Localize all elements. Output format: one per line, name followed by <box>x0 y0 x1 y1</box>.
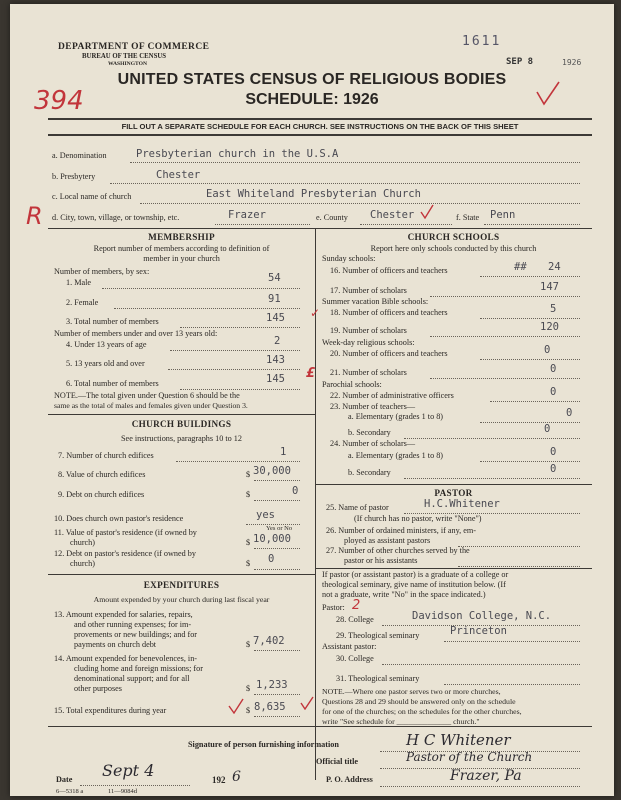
q5-line <box>168 369 300 370</box>
q31-label: 31. Theological seminary <box>336 674 420 683</box>
q29-value[interactable]: Princeton <box>450 625 507 637</box>
city-label: WASHINGTON <box>108 61 148 67</box>
q24b-line <box>404 478 580 479</box>
q23a-line <box>480 422 580 423</box>
q3-label: 3. Total number of members <box>66 317 159 326</box>
q3-line <box>180 327 300 328</box>
q16-prefix: ## <box>514 261 527 273</box>
membership-note-1: NOTE.—The total given under Question 6 should be the <box>54 391 240 400</box>
q11-label-2: church) <box>70 538 96 547</box>
q8-line <box>254 480 300 481</box>
q26-line-1: 26. Number of ordained ministers, if any, em- <box>326 526 476 535</box>
red-initial-mark: R <box>26 202 43 230</box>
q24a-value[interactable]: 0 <box>550 446 557 458</box>
q18-value[interactable]: 5 <box>550 303 557 315</box>
q12-label-2: church) <box>70 559 96 568</box>
q16-value[interactable]: 24 <box>548 261 561 273</box>
summer-schools-label: Summer vacation Bible schools: <box>322 297 429 306</box>
state-value[interactable]: Penn <box>490 209 516 221</box>
q13-line <box>254 650 300 651</box>
q21-value[interactable]: 0 <box>550 363 557 375</box>
presbytery-value[interactable]: Chester <box>156 169 201 181</box>
q19-label: 19. Number of scholars <box>330 326 407 335</box>
q6-value[interactable]: 145 <box>266 373 285 385</box>
q2-value[interactable]: 91 <box>268 293 281 305</box>
q7-label: 7. Number of church edifices <box>58 451 154 460</box>
q9-dollar: $ <box>246 490 251 499</box>
q4-line <box>170 350 300 351</box>
q13-dollar: $ <box>246 640 251 649</box>
county-value[interactable]: Chester <box>370 209 415 221</box>
q8-dollar: $ <box>246 470 251 479</box>
q21-label: 21. Number of scholars <box>330 368 407 377</box>
census-form-page <box>10 4 614 796</box>
q17-label: 17. Number of scholars <box>330 286 407 295</box>
q16-label: 16. Number of officers and teachers <box>330 266 448 275</box>
official-title-label: Official title <box>316 757 359 766</box>
q4-value[interactable]: 2 <box>274 335 281 347</box>
q23-label: 23. Number of teachers— <box>330 402 416 411</box>
form-code-2: 11—9084d <box>108 788 138 795</box>
q25-value[interactable]: H.C.Whitener <box>424 498 500 510</box>
q7-line <box>176 461 300 462</box>
date-label: Date <box>56 775 73 784</box>
q11-label-1: 11. Value of pastor's residence (if owned by <box>54 528 197 537</box>
q14-value[interactable]: 1,233 <box>256 679 288 691</box>
pastor-note-3: for one of the churches; on the schedules for the other churches, <box>322 707 522 716</box>
form-instruction: FILL OUT A SEPARATE SCHEDULE FOR EACH CHURCH. SEE INSTRUCTIONS ON THE BACK OF THIS SHEET <box>121 122 519 131</box>
q25-label: 25. Name of pastor <box>326 503 389 512</box>
q10-value[interactable]: yes <box>256 509 275 521</box>
q26-line <box>458 546 580 547</box>
sunday-schools-label: Sunday schools: <box>322 254 376 263</box>
county-label: e. County <box>316 213 348 222</box>
po-address-line <box>380 786 580 787</box>
schools-title: CHURCH SCHOOLS <box>407 232 500 242</box>
q8-value[interactable]: 30,000 <box>253 465 291 477</box>
q16-line <box>480 276 580 277</box>
q9-line <box>254 500 300 501</box>
q27-line-2: pastor or his assistants <box>344 556 418 565</box>
q2-line <box>114 308 300 309</box>
membership-sub1: Report number of members according to definition of <box>93 244 270 253</box>
department-label: DEPARTMENT OF COMMERCE <box>58 42 210 52</box>
q13-line-1: 13. Amount expended for salaries, repairs, <box>54 610 193 619</box>
q23b-value[interactable]: 0 <box>544 423 551 435</box>
presbytery-line <box>110 183 580 184</box>
red-serial-number: 394 <box>34 86 84 116</box>
q20-label: 20. Number of officers and teachers <box>330 349 448 358</box>
header-rule-top <box>48 118 592 120</box>
q17-line <box>430 296 580 297</box>
q12-label-1: 12. Debt on pastor's residence (if owned by <box>54 549 196 558</box>
q11-value[interactable]: 10,000 <box>253 533 291 545</box>
q17-value[interactable]: 147 <box>540 281 559 293</box>
q13-line-3: provements or new buildings; and for <box>74 630 198 639</box>
header-rule-bottom <box>48 134 592 136</box>
q30-line <box>382 664 580 665</box>
date-line <box>80 785 190 786</box>
pastor-note-1: NOTE.—Where one pastor serves two or more churches, <box>322 687 501 696</box>
q24a-label: a. Elementary (grades 1 to 8) <box>348 451 444 460</box>
graduate-note-3: not a graduate, write "No" in the space indicated.) <box>322 590 486 599</box>
q18-label: 18. Number of officers and teachers <box>330 308 448 317</box>
presbytery-label: b. Presbytery <box>52 172 96 181</box>
q22-label: 22. Number of administrative officers <box>330 391 454 400</box>
q14-line-1: 14. Amount expended for benevolences, in- <box>54 654 198 663</box>
pastor-note-2: Questions 28 and 29 should be answered only on the schedule <box>322 697 516 706</box>
q11-line <box>254 548 300 549</box>
q14-line-2: cluding home and foreign missions; for <box>74 664 203 673</box>
city-town-value[interactable]: Frazer <box>228 209 266 221</box>
grid-rule-top <box>48 228 592 229</box>
expenditures-title: EXPENDITURES <box>143 580 220 590</box>
denomination-line <box>130 162 580 163</box>
po-address-label: P. O. Address <box>326 775 373 784</box>
bureau-label: BUREAU OF THE CENSUS <box>82 53 167 60</box>
official-title-value[interactable]: Pastor of the Church <box>406 750 533 764</box>
q14-line-4: other purposes <box>74 684 122 693</box>
county-line <box>360 224 452 225</box>
q12-dollar: $ <box>246 559 251 568</box>
church-name-value[interactable]: East Whiteland Presbyterian Church <box>206 188 421 200</box>
q8-label: 8. Value of church edifices <box>58 470 146 479</box>
q9-value[interactable]: 0 <box>292 485 299 497</box>
county-check-icon <box>420 204 434 220</box>
membership-sub2: member in your church <box>143 254 220 263</box>
q14-dollar: $ <box>246 684 251 693</box>
q13-value[interactable]: 7,402 <box>253 635 285 647</box>
graduate-note-1: If pastor (or assistant pastor) is a graduate of a college or <box>322 570 509 579</box>
q20-value[interactable]: 0 <box>544 344 551 356</box>
church-name-line <box>140 203 580 204</box>
q23b-label: b. Secondary <box>348 428 391 437</box>
q15-check2-icon <box>300 696 314 710</box>
q28-label: 28. College <box>336 615 374 624</box>
q3-value[interactable]: 145 <box>266 312 285 324</box>
q2-label: 2. Female <box>66 298 99 307</box>
assistant-pastor-sublabel: Assistant pastor: <box>322 642 377 651</box>
q15-dollar: $ <box>246 706 251 715</box>
q22-line <box>490 401 580 402</box>
rule-after-membership <box>48 414 315 415</box>
pastor-sublabel: Pastor: <box>322 603 345 612</box>
q1-line <box>102 288 300 289</box>
q29-line <box>444 641 580 642</box>
pastor-note-4: write "See schedule for ______________ church." <box>322 717 480 726</box>
q3-red-mark: ✓ <box>310 306 321 320</box>
membership-title: MEMBERSHIP <box>148 232 215 242</box>
q15-check-icon <box>228 698 244 714</box>
q6-line <box>180 389 300 390</box>
city-town-line <box>215 224 310 225</box>
po-address-value[interactable]: Frazer, Pa <box>450 768 522 784</box>
q4-label: 4. Under 13 years of age <box>66 340 147 349</box>
state-line <box>484 224 580 225</box>
buildings-sub: See instructions, paragraphs 10 to 12 <box>121 434 242 443</box>
q12-value[interactable]: 0 <box>268 553 275 565</box>
expenditures-sub: Amount expended by your church during last fiscal year <box>93 595 270 604</box>
q12-line <box>254 569 300 570</box>
q13-line-2: and other running expenses; for im- <box>74 620 192 629</box>
form-code: 6—5318 a <box>56 788 84 795</box>
grid-rule-bottom <box>48 726 592 727</box>
city-town-label: d. City, town, village, or township, etc. <box>52 213 180 222</box>
q22-value[interactable]: 0 <box>550 386 557 398</box>
stamp-date: SEP 8 <box>506 57 534 67</box>
q14-line-3: denominational support; and for all <box>74 674 190 683</box>
q1-label: 1. Male <box>66 278 92 287</box>
q19-value[interactable]: 120 <box>540 321 559 333</box>
q31-line <box>444 684 580 685</box>
q21-line <box>430 378 580 379</box>
rule-after-buildings <box>48 574 315 575</box>
signature-value[interactable]: H C Whitener <box>406 731 511 749</box>
q24a-line <box>480 461 580 462</box>
signature-label: Signature of person furnishing information <box>188 740 339 749</box>
q30-label: 30. College <box>336 654 374 663</box>
denomination-value[interactable]: Presbyterian church in the U.S.A <box>136 148 339 160</box>
schools-sub: Report here only schools conducted by this church <box>370 244 537 253</box>
q5-label: 5. 13 years old and over <box>66 359 145 368</box>
buildings-title: CHURCH BUILDINGS <box>131 419 232 429</box>
graduate-note-2: theological seminary, give name of institution below. (If <box>322 580 506 589</box>
q25-hint: (If church has no pastor, write "None") <box>354 514 482 523</box>
date-value[interactable]: Sept 4 <box>102 761 155 780</box>
state-label: f. State <box>456 213 480 222</box>
members-by-age-label: Number of members under and over 13 years old: <box>54 329 218 338</box>
church-name-label: c. Local name of church <box>52 192 132 201</box>
q10-label: 10. Does church own pastor's residence <box>54 514 184 523</box>
q24b-value[interactable]: 0 <box>550 463 557 475</box>
q18-line <box>480 318 580 319</box>
schedule-title: SCHEDULE: 1926 <box>245 91 379 108</box>
q19-line <box>430 336 580 337</box>
rule-before-graduate <box>315 568 592 569</box>
rule-after-schools <box>315 484 592 485</box>
q14-line <box>254 694 300 695</box>
q20-line <box>480 359 580 360</box>
q24b-label: b. Secondary <box>348 468 391 477</box>
parochial-schools-label: Parochial schools: <box>322 380 382 389</box>
year-value[interactable]: 6 <box>232 769 241 785</box>
q10-hint: Yes or No <box>266 525 293 532</box>
members-by-sex-label: Number of members, by sex: <box>54 267 150 276</box>
q1-value[interactable]: 54 <box>268 272 281 284</box>
membership-note-2: same as the total of males and females given under Question 3. <box>54 401 248 410</box>
q27-line <box>458 566 580 567</box>
pastor-red-mark: 2 <box>352 598 361 613</box>
stamp-number: 1611 <box>462 34 502 49</box>
q11-dollar: $ <box>246 538 251 547</box>
q15-value[interactable]: 8,635 <box>254 701 286 713</box>
q15-label: 15. Total expenditures during year <box>54 706 167 715</box>
pastor-title: PASTOR <box>434 488 473 498</box>
q13-line-4: payments on church debt <box>74 640 157 649</box>
q28-value[interactable]: Davidson College, N.C. <box>412 610 552 622</box>
denomination-label: a. Denomination <box>52 151 107 160</box>
form-title: UNITED STATES CENSUS OF RELIGIOUS BODIES <box>117 71 507 88</box>
stamp-year: 1926 <box>562 58 582 67</box>
q6-label: 6. Total number of members <box>66 379 159 388</box>
q24-label: 24. Number of scholars— <box>330 439 416 448</box>
q15-line <box>254 716 300 717</box>
q5-value[interactable]: 143 <box>266 354 285 366</box>
q23a-label: a. Elementary (grades 1 to 8) <box>348 412 444 421</box>
q23b-line <box>404 438 580 439</box>
q29-label: 29. Theological seminary <box>336 631 420 640</box>
year-prefix: 192 <box>212 775 226 785</box>
q23a-value[interactable]: 0 <box>566 407 573 419</box>
q27-line-1: 27. Number of other churches served by the <box>326 546 470 555</box>
q6-red-mark: £ <box>306 366 316 381</box>
weekday-schools-label: Week-day religious schools: <box>322 338 415 347</box>
q9-label: 9. Debt on church edifices <box>58 490 145 499</box>
q26-line-2: ployed as assistant pastors <box>344 536 431 545</box>
q7-value[interactable]: 1 <box>280 446 287 458</box>
